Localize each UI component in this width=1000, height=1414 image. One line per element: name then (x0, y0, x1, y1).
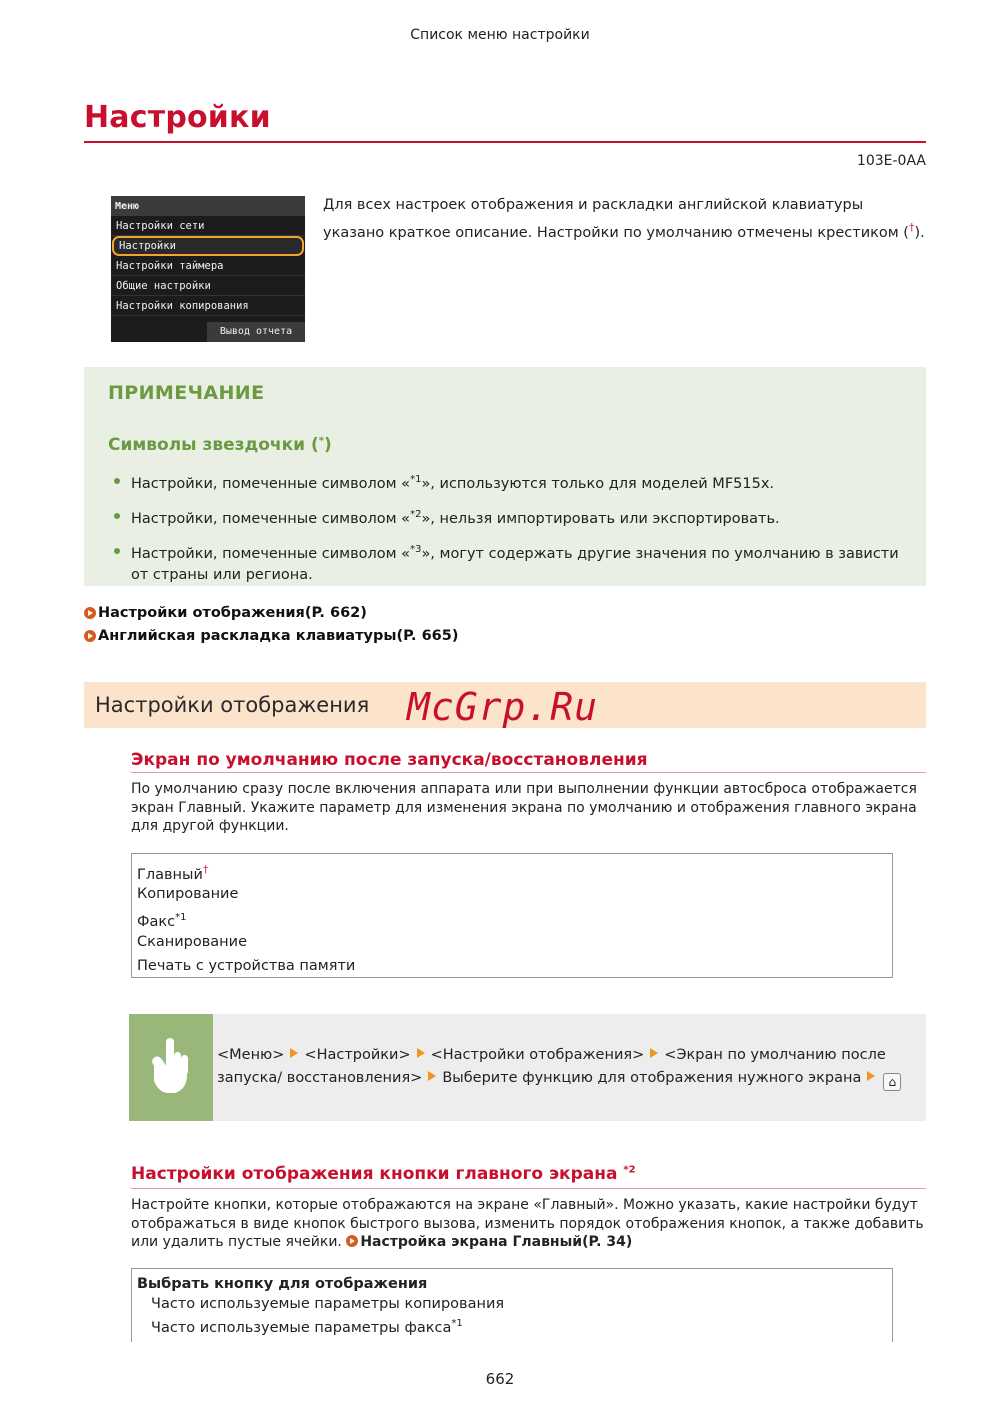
note-item-text: Настройки, помеченные символом « (131, 545, 411, 562)
note-item-text: Настройки, помеченные символом « (131, 475, 411, 492)
box-title: Выбрать кнопку для отображения (137, 1276, 428, 1292)
note-item-text: », используются только для моделей MF515x. (421, 475, 775, 492)
default-screen-options (131, 853, 893, 978)
home-key-icon: ⌂ (883, 1073, 901, 1091)
document-code: 103E-0AA (856, 153, 926, 169)
procedure-step: Выберите функцию для отображения нужного экрана (442, 1070, 862, 1086)
page-number: 662 (485, 1370, 515, 1388)
option-label: Главный (137, 866, 203, 883)
step-arrow-icon (650, 1048, 658, 1058)
hand-pointer-icon (129, 1014, 213, 1121)
link-display-settings[interactable] (84, 605, 367, 621)
running-header: Список меню настройки (410, 27, 590, 43)
note-subtitle-suffix: ) (323, 435, 332, 455)
intro-tail: ). (914, 224, 925, 241)
option-item (137, 882, 887, 906)
home-buttons-rule (131, 1188, 926, 1189)
option-label: Сканирование (137, 934, 248, 950)
default-cross-mark: † (908, 220, 915, 234)
default-screen-heading: Экран по умолчанию после запуска/восстановления (131, 750, 648, 770)
link-arrow-icon (84, 607, 96, 619)
step-arrow-icon (290, 1048, 298, 1058)
note-list-item (110, 504, 910, 530)
option-item (137, 930, 887, 954)
link-label[interactable]: Настройки отображения(P. 662) (98, 605, 367, 621)
watermark: McGrp.Ru (407, 685, 599, 729)
box-item-label: Часто используемые параметры факса (151, 1319, 452, 1336)
option-item (137, 858, 887, 882)
link-arrow-icon (84, 630, 96, 642)
option-item (137, 954, 887, 978)
home-buttons-heading (131, 1164, 636, 1184)
link-arrow-icon (346, 1235, 358, 1247)
link-english-keyboard[interactable] (84, 628, 458, 644)
step-arrow-icon (867, 1071, 875, 1081)
note-item-text: », могут содержать другие значения по умолчанию в зависти от страны или региона. (131, 545, 899, 584)
default-screen-rule (131, 772, 926, 773)
intro-text (323, 194, 927, 244)
note-list (110, 469, 910, 595)
procedure-step: <Настройки отображения> (430, 1047, 645, 1063)
note-subtitle-prefix: Символы звездочки ( (108, 435, 319, 455)
section-title: Настройки отображения (95, 693, 370, 717)
home-buttons-options (131, 1268, 893, 1342)
note-item-text: », нельзя импортировать или экспортировать. (421, 510, 780, 527)
option-label: Печать с устройства памяти (137, 958, 356, 974)
step-arrow-icon (417, 1048, 425, 1058)
lcd-menu-item: Настройки копирования (111, 296, 305, 316)
intro-body: Для всех настроек отображения и раскладки английской клавиатуры указано краткое описание. Настройки по умолчанию отмечены крестиком ( (323, 197, 909, 241)
box-item (137, 1294, 887, 1314)
home-buttons-heading-text: Настройки отображения кнопки главного экрана (131, 1164, 618, 1184)
option-label: Факс (137, 913, 176, 930)
note-item-mark: *2 (410, 508, 422, 520)
procedure-step: <Настройки> (304, 1047, 411, 1063)
link-label[interactable]: Английская раскладка клавиатуры(P. 665) (98, 628, 459, 644)
lcd-menu-heading: Меню (111, 196, 305, 216)
procedure-panel (129, 1014, 213, 1121)
lcd-report-button: Вывод отчета (207, 322, 305, 342)
option-item (137, 906, 887, 930)
home-screen-link[interactable]: Настройка экрана Главный(P. 34) (360, 1234, 633, 1250)
procedure-steps (217, 1044, 922, 1091)
procedure-bar (129, 1014, 926, 1121)
box-item (137, 1314, 887, 1334)
note-item-mark: *3 (410, 543, 422, 555)
note-box (84, 367, 926, 586)
step-arrow-icon (428, 1071, 436, 1081)
box-item-label: Часто используемые параметры копирования (151, 1296, 505, 1312)
note-subtitle-star: * (318, 435, 324, 447)
default-screen-text: По умолчанию сразу после включения аппарата или при выполнении функции автосброса отображается экран Главный. Укажите параметр для изменения экрана по умолчанию и отображения главного экрана для другой функции. (131, 781, 917, 834)
option-default-mark: † (202, 863, 209, 876)
lcd-menu-item-selected: Настройки (112, 236, 304, 256)
option-footnote-mark: *1 (175, 912, 187, 923)
lcd-menu-item: Настройки сети (111, 216, 305, 236)
heading-footnote-mark: *2 (623, 1164, 636, 1176)
note-item-mark: *1 (410, 474, 422, 485)
note-item-text: Настройки, помеченные символом « (131, 510, 411, 527)
note-subtitle (108, 435, 332, 455)
lcd-menu-item: Настройки таймера (111, 256, 305, 276)
note-list-item (110, 469, 910, 495)
note-list-item (110, 539, 910, 587)
page-title: Настройки (84, 100, 271, 135)
title-divider (84, 141, 926, 143)
option-label: Копирование (137, 886, 239, 902)
home-buttons-body: Настройте кнопки, которые отображаются на экране «Главный». Можно указать, какие настройки будут отображаться в виде кнопок быстрого вызова, изменить порядок отображения кнопок, а также добавить или удалить пустые ячейки. (131, 1197, 924, 1250)
lcd-menu-item: Общие настройки (111, 276, 305, 296)
procedure-step: <Экран по умолчанию после запуска/ восстановления> (217, 1047, 886, 1086)
note-title: ПРИМЕЧАНИЕ (108, 382, 265, 404)
procedure-step: <Меню> (217, 1047, 285, 1063)
home-buttons-text (131, 1196, 926, 1252)
lcd-menu-screenshot (111, 196, 305, 342)
box-item-footnote-mark: *1 (451, 1318, 463, 1329)
